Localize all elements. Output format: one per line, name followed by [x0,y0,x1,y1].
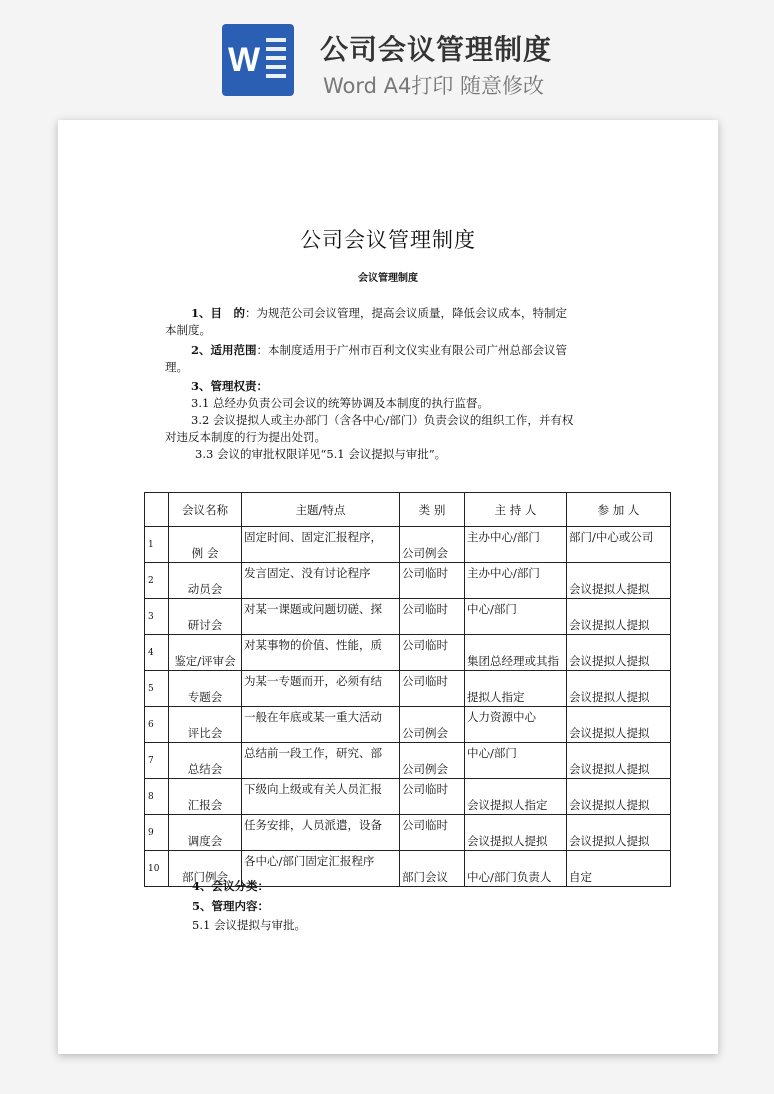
table-row [145,707,671,743]
meeting-topic: 发言固定、没有讨论程序 [242,563,400,599]
meeting-name: 研讨会 [169,599,242,635]
section-3-1: 3.1 总经办负责公司会议的统筹协调及本制度的执行监督。 [191,396,489,410]
table-row [145,527,671,563]
meeting-host: 会议提拟人指定 [465,779,567,815]
meeting-attendees: 会议提拟人提拟 [567,815,671,851]
header-host: 主 持 人 [465,493,567,527]
meeting-category: 公司例会 [400,743,465,779]
meeting-table [144,492,671,887]
meeting-attendees: 会议提拟人提拟 [567,707,671,743]
row-number: 4 [145,635,169,671]
meeting-category: 公司临时 [400,671,465,707]
section-3-2a: 3.2 会议提拟人或主办部门（含各中心/部门）负责会议的组织工作，并有权 [191,413,574,427]
meeting-topic: 任务安排，人员派遣，设备 [242,815,400,851]
meeting-name: 例 会 [169,527,242,563]
section-4: 4、会议分类： [192,879,270,893]
section-1 [165,305,601,339]
meeting-name: 调度会 [169,815,242,851]
meeting-host: 主办中心/部门 [465,527,567,563]
meeting-attendees: 会议提拟人提拟 [567,599,671,635]
meeting-topic: 总结前一段工作，研究、部 [242,743,400,779]
table-row [145,815,671,851]
section-5: 5、管理内容： [192,899,270,913]
table-row [145,743,671,779]
table-row [145,599,671,635]
banner-subtitle: Word A4打印 随意修改 [323,74,545,98]
meeting-name: 评比会 [169,707,242,743]
banner-title: 公司会议管理制度 [320,33,553,66]
row-number: 2 [145,563,169,599]
meeting-name: 汇报会 [169,779,242,815]
section-2-cont: 理。 [165,360,188,374]
meeting-attendees: 会议提拟人提拟 [567,671,671,707]
document-title: 公司会议管理制度 [300,228,476,252]
meeting-topic: 一般在年底或某一重大活动 [242,707,400,743]
meeting-category: 部门会议 [400,851,465,887]
section-5-1: 5.1 会议提拟与审批。 [192,918,306,932]
section-3 [165,378,601,463]
meeting-category: 公司临时 [400,599,465,635]
row-number: 1 [145,527,169,563]
meeting-category: 公司例会 [400,527,465,563]
table-row [145,563,671,599]
meeting-name: 部门例会 [169,851,242,887]
meeting-category: 公司临时 [400,779,465,815]
document-page [58,120,718,1054]
section-1-text: ：为规范公司会议管理，提高会议质量，降低会议成本，特制定 [245,306,568,320]
meeting-category: 公司临时 [400,815,465,851]
row-number: 10 [145,851,169,887]
meeting-topic: 对某事物的价值、性能，质 [242,635,400,671]
header-topic: 主题/特点 [242,493,400,527]
meeting-attendees: 会议提拟人提拟 [567,779,671,815]
section-2-text: ：本制度适用于广州市百利文仪实业有限公司广州总部会议管 [256,343,568,357]
meeting-topic: 固定时间、固定汇报程序， [242,527,400,563]
header-name: 会议名称 [169,493,242,527]
meeting-category: 公司临时 [400,563,465,599]
meeting-topic: 为某一专题而开，必须有结 [242,671,400,707]
row-number: 9 [145,815,169,851]
meeting-attendees: 会议提拟人提拟 [567,563,671,599]
meeting-host: 中心/部门 [465,743,567,779]
meeting-host: 提拟人指定 [465,671,567,707]
meeting-topic: 各中心/部门固定汇报程序 [242,851,400,887]
word-icon [222,24,294,96]
meeting-host: 主办中心/部门 [465,563,567,599]
row-number: 7 [145,743,169,779]
table-header-row [145,493,671,527]
section-2-heading: 2、适用范围 [191,343,257,357]
meeting-name: 动员会 [169,563,242,599]
meeting-host: 中心/部门负责人 [465,851,567,887]
header-no [145,493,169,527]
meeting-name: 专题会 [169,671,242,707]
section-1-heading: 1、目 的 [191,306,246,320]
row-number: 5 [145,671,169,707]
meeting-attendees: 会议提拟人提拟 [567,743,671,779]
table-row [145,635,671,671]
meeting-topic: 下级向上级或有关人员汇报 [242,779,400,815]
row-number: 3 [145,599,169,635]
meeting-host: 会议提拟人提拟 [465,815,567,851]
meeting-host: 中心/部门 [465,599,567,635]
header-category: 类 别 [400,493,465,527]
banner [0,0,774,112]
meeting-attendees: 部门/中心或公司 [567,527,671,563]
section-3-3: 3.3 会议的审批权限详见“5.1 会议提拟与审批”。 [195,447,447,461]
row-number: 6 [145,707,169,743]
meeting-attendees: 自定 [567,851,671,887]
table-row [145,779,671,815]
meeting-name: 总结会 [169,743,242,779]
section-3-heading: 3、管理权责： [191,379,269,393]
meeting-host: 人力资源中心 [465,707,567,743]
meeting-topic: 对某一课题或问题切磋、探 [242,599,400,635]
meeting-attendees: 会议提拟人提拟 [567,635,671,671]
meeting-name: 鉴定/评审会 [169,635,242,671]
word-logo-letter: W [228,41,261,79]
document-subtitle: 会议管理制度 [358,273,418,284]
meeting-category: 公司例会 [400,707,465,743]
meeting-host: 集团总经理或其指 [465,635,567,671]
header-attendees: 参 加 人 [567,493,671,527]
section-2 [165,342,601,376]
meeting-category: 公司临时 [400,635,465,671]
table-row [145,671,671,707]
section-3-2b: 对违反本制度的行为提出处罚。 [165,430,326,444]
section-1-cont: 本制度。 [165,323,211,337]
row-number: 8 [145,779,169,815]
